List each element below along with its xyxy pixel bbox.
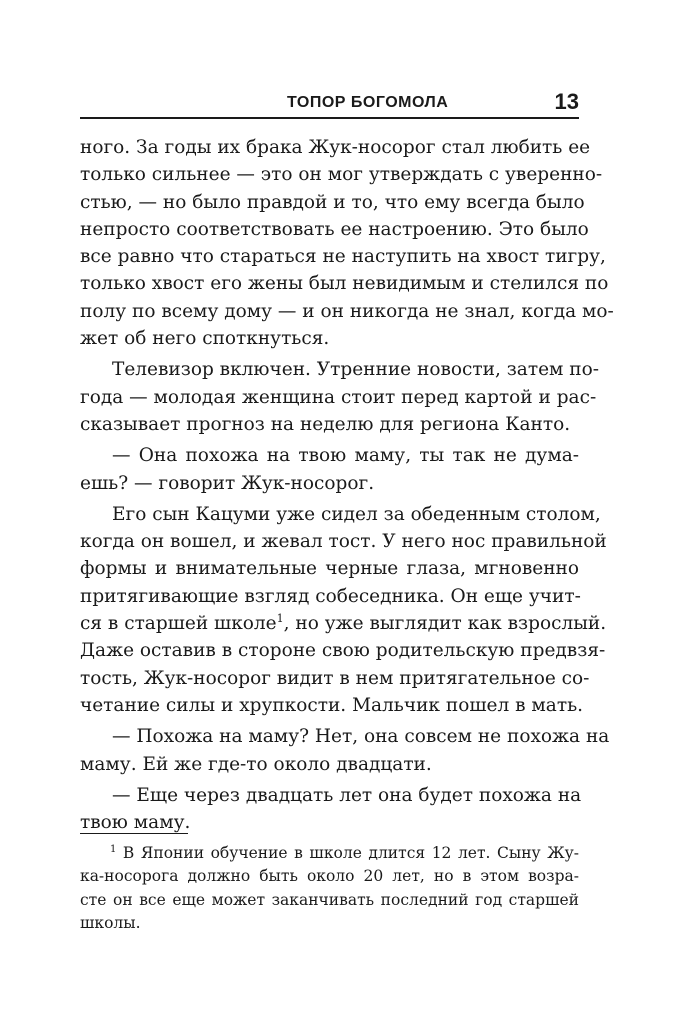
running-header — [80, 89, 579, 122]
text-line: только хвост его жены был невидимым и стелился по — [80, 273, 609, 295]
footnote-line: сте он все еще может заканчивать последний год старшей — [80, 890, 579, 909]
text-line: ного. За годы их брака Жук-носорог стал любить ее — [80, 137, 591, 158]
text-line: притягивающие взгляд собеседника. Он еще учит- — [80, 585, 581, 607]
text-line: тость, Жук-носорог видит в нем притягательное со- — [80, 667, 590, 689]
footnote-line — [80, 842, 579, 865]
text-line: Даже оставив в стороне свою родительскую предвзя- — [80, 640, 606, 662]
header-rule — [80, 117, 579, 119]
footnote — [80, 842, 579, 936]
footnote-line: ка-носорога должно быть около 20 лет, но в этом возра- — [80, 867, 579, 886]
text-fragment: В Японии обучение в школе длится 12 лет. Сыну Жу- — [122, 844, 579, 862]
text-line: — Она похожа на твою маму, ты так не дума- — [112, 445, 579, 467]
text-line: только сильнее — это он мог утверждать с уверенно- — [80, 164, 603, 186]
text-line-with-footnote-ref — [80, 610, 607, 637]
text-line: года — молодая женщина стоит перед картой и рас- — [80, 386, 597, 408]
text-line: жет об него споткнуться. — [80, 328, 330, 350]
paragraph-3 — [80, 442, 579, 497]
paragraph-5 — [80, 723, 610, 778]
paragraph-2 — [80, 356, 600, 438]
text-line: непросто соответствовать ее настроению. Это было — [80, 218, 589, 240]
paragraph-4 — [80, 501, 607, 719]
paragraph-1 — [80, 134, 614, 352]
text-line: полу по всему дому — и он никогда не знал, когда мо- — [80, 300, 614, 322]
text-line: все равно что стараться не наступить на хвост тигру, — [80, 246, 606, 268]
text-line: твою маму. — [80, 812, 191, 834]
footnote-line: школы. — [80, 914, 141, 933]
footnote-reference[interactable]: 1 — [276, 611, 284, 625]
text-line: сказывает прогноз на неделю для региона Канто. — [80, 413, 571, 435]
text-fragment: , но уже выглядит как взрослый. — [283, 613, 607, 635]
text-line: когда он вошел, и жевал тост. У него нос правильной — [80, 531, 607, 553]
text-line: четание силы и хрупкости. Мальчик пошел в мать. — [80, 694, 584, 716]
text-line: формы и внимательные черные глаза, мгновенно — [80, 558, 579, 580]
text-line: — Еще через двадцать лет она будет похожа на — [112, 784, 582, 806]
body-text — [80, 134, 614, 836]
paragraph-6 — [80, 782, 582, 837]
text-line: стью, — но было правдой и то, что ему всегда было — [80, 191, 585, 213]
text-line: Телевизор включен. Утренние новости, затем по- — [112, 359, 600, 381]
footnote-rule — [80, 833, 188, 834]
running-title: ТОПОР БОГОМОЛА — [287, 94, 449, 111]
text-fragment: ся в старшей школе — [80, 613, 277, 635]
page-number: 13 — [554, 89, 579, 114]
text-line: ешь? — говорит Жук-носорог. — [80, 472, 375, 494]
text-line: Его сын Кацуми уже сидел за обеденным столом, — [112, 503, 601, 525]
text-line: — Похожа на маму? Нет, она совсем не похожа на — [112, 726, 610, 748]
text-line: маму. Ей же где-то около двадцати. — [80, 753, 432, 775]
footnote-mark: 1 — [110, 843, 117, 855]
